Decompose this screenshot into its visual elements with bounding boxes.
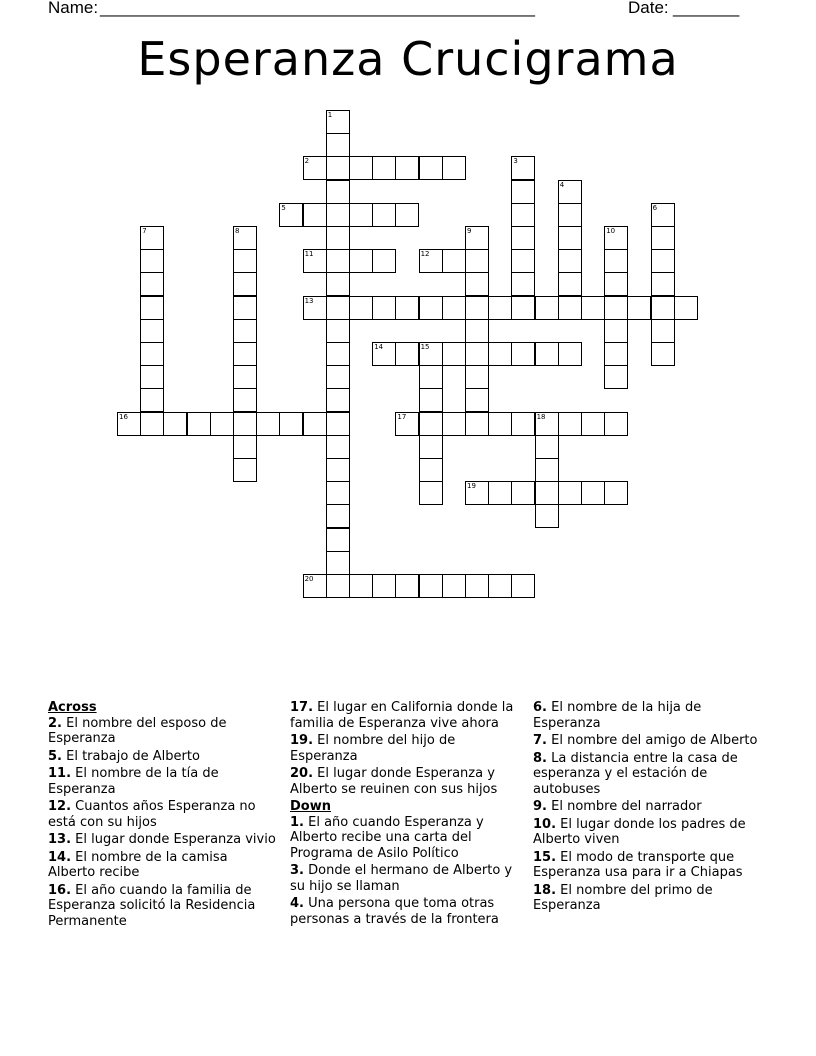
crossword-cell[interactable] [349, 249, 373, 273]
clue-number: 13. [48, 832, 72, 847]
crossword-cell[interactable] [233, 365, 257, 389]
crossword-cell[interactable] [233, 458, 257, 482]
clue-item [48, 716, 278, 747]
crossword-cell[interactable] [326, 156, 350, 180]
clue-column-2 [290, 700, 520, 929]
crossword-cell[interactable] [233, 226, 257, 250]
crossword-cell[interactable] [604, 342, 628, 366]
clue-item [533, 751, 763, 798]
crossword-cell[interactable] [465, 249, 489, 273]
crossword-cell[interactable] [419, 481, 443, 505]
clue-item [533, 799, 763, 815]
crossword-cell[interactable] [581, 481, 605, 505]
clue-text: El trabajo de Alberto [61, 748, 200, 764]
clue-number: 20 [304, 575, 314, 583]
clue-number: 2 [304, 157, 310, 166]
crossword-cell[interactable] [326, 551, 350, 575]
clue-number: 20. [290, 766, 314, 781]
clue-number: 15 [420, 343, 430, 351]
crossword-cell[interactable] [233, 272, 257, 296]
clue-item [48, 749, 278, 765]
crossword-cell[interactable] [163, 412, 187, 436]
crossword-cell[interactable] [511, 296, 535, 320]
clue-number: 4. [290, 896, 304, 911]
crossword-cell[interactable] [395, 412, 419, 436]
clue-number: 16. [48, 882, 72, 898]
crossword-cell[interactable] [140, 388, 164, 412]
crossword-cell[interactable] [558, 249, 582, 273]
crossword-cell[interactable] [140, 412, 164, 436]
crossword-cell[interactable] [442, 342, 466, 366]
crossword-cell[interactable] [326, 133, 350, 157]
crossword-cell[interactable] [651, 203, 675, 227]
clue-column-1 [48, 700, 278, 931]
crossword-cell[interactable] [442, 249, 466, 273]
clue-text: El lugar donde Esperanza y Alberto se reuinen con sus hijos [290, 766, 498, 797]
crossword-cell[interactable] [488, 481, 512, 505]
crossword-cell[interactable] [535, 342, 559, 366]
clue-number: 18. [533, 882, 557, 898]
clue-number: 18 [536, 412, 546, 421]
crossword-cell[interactable] [279, 203, 303, 227]
crossword-cell[interactable] [233, 342, 257, 366]
crossword-cell[interactable] [465, 388, 489, 412]
crossword-cell[interactable] [604, 481, 628, 505]
clue-text: El nombre del primo de Esperanza [533, 882, 713, 913]
crossword-cell[interactable] [349, 574, 373, 598]
clue-text: El lugar donde Esperanza vivio [71, 832, 276, 847]
crossword-cell[interactable] [233, 249, 257, 273]
crossword-cell[interactable] [442, 296, 466, 320]
clue-text: El nombre de la hija de Esperanza [533, 700, 702, 731]
date-field[interactable]: _______ [673, 0, 740, 17]
crossword-cell[interactable] [326, 272, 350, 296]
crossword-cell[interactable] [442, 412, 466, 436]
crossword-cell[interactable] [140, 319, 164, 343]
page-title: Esperanza Crucigrama [137, 32, 679, 86]
crossword-cell[interactable] [511, 249, 535, 273]
crossword-cell[interactable] [372, 156, 396, 180]
crossword-cell[interactable] [419, 458, 443, 482]
clue-item [290, 815, 520, 862]
clue-item [48, 832, 278, 848]
clue-number: 6 [652, 203, 658, 212]
crossword-cell[interactable] [651, 319, 675, 343]
crossword-cell[interactable] [511, 180, 535, 204]
crossword-cell[interactable] [395, 574, 419, 598]
clue-item [533, 817, 763, 848]
crossword-cell[interactable] [326, 296, 350, 320]
crossword-cell[interactable] [349, 296, 373, 320]
clue-item [290, 733, 520, 764]
clue-item [48, 766, 278, 797]
crossword-cell[interactable] [349, 156, 373, 180]
crossword-cell[interactable] [488, 342, 512, 366]
crossword-cell[interactable] [372, 574, 396, 598]
crossword-cell[interactable] [349, 203, 373, 227]
clue-item [533, 700, 763, 731]
clue-number: 1 [327, 111, 333, 119]
crossword-cell[interactable] [465, 272, 489, 296]
crossword-cell[interactable] [395, 342, 419, 366]
clue-item [290, 896, 520, 927]
clue-number: 10 [606, 227, 616, 235]
crossword-cell[interactable] [419, 249, 443, 273]
crossword-cell[interactable] [535, 504, 559, 528]
clue-number: 8. [533, 750, 547, 766]
clue-number: 13 [304, 296, 314, 305]
clue-text: Cuantos años Esperanza no está con su hijos [48, 799, 256, 830]
crossword-cell[interactable] [326, 528, 350, 552]
crossword-cell[interactable] [419, 156, 443, 180]
crossword-cell[interactable] [535, 481, 559, 505]
crossword-cell[interactable] [604, 272, 628, 296]
clue-text: El nombre de la tía de Esperanza [48, 766, 219, 797]
crossword-cell[interactable] [465, 412, 489, 436]
clue-item [533, 850, 763, 881]
clue-text: El lugar en California donde la familia de Esperanza vive ahora [290, 700, 514, 731]
crossword-cell[interactable] [604, 296, 628, 320]
clue-text: El año cuando la familia de Esperanza solicitó la Residencia Permanente [48, 882, 256, 929]
crossword-cell[interactable] [511, 226, 535, 250]
crossword-cell[interactable] [372, 342, 396, 366]
crossword-cell[interactable] [511, 342, 535, 366]
crossword-cell[interactable] [326, 388, 350, 412]
clue-item [290, 766, 520, 797]
crossword-cell[interactable] [419, 412, 443, 436]
crossword-cell[interactable] [558, 272, 582, 296]
crossword-cell[interactable] [395, 296, 419, 320]
crossword-cell[interactable] [558, 481, 582, 505]
crossword-cell[interactable] [511, 481, 535, 505]
crossword-cell[interactable] [303, 249, 327, 273]
crossword-cell[interactable] [535, 296, 559, 320]
clue-number: 17 [397, 412, 407, 421]
clue-number: 7. [533, 733, 547, 748]
crossword-cell[interactable] [581, 412, 605, 436]
crossword-cell[interactable] [326, 412, 350, 436]
crossword-cell[interactable] [326, 180, 350, 204]
crossword-cell[interactable] [419, 435, 443, 459]
clue-number: 9. [533, 799, 547, 814]
crossword-cell[interactable] [442, 574, 466, 598]
crossword-cell[interactable] [442, 156, 466, 180]
crossword-cell[interactable] [140, 296, 164, 320]
clue-number: 3. [290, 863, 304, 878]
clue-text: El nombre del narrador [546, 799, 702, 814]
clue-item [48, 850, 278, 881]
crossword-cell[interactable] [604, 365, 628, 389]
crossword-cell[interactable] [488, 412, 512, 436]
crossword-cell[interactable] [326, 365, 350, 389]
clue-number: 12. [48, 799, 72, 814]
clue-number: 12 [420, 250, 430, 259]
crossword-cell[interactable] [535, 435, 559, 459]
clue-text: El nombre del esposo de Esperanza [48, 715, 227, 746]
crossword-cell[interactable] [279, 412, 303, 436]
crossword-cell[interactable] [604, 249, 628, 273]
crossword-cell[interactable] [465, 226, 489, 250]
crossword-cell[interactable] [372, 249, 396, 273]
clue-number: 19 [467, 482, 476, 491]
crossword-cell[interactable] [465, 481, 489, 505]
crossword-cell[interactable] [210, 412, 234, 436]
clue-text: La distancia entre la casa de esperanza y el estación de autobuses [533, 750, 738, 797]
crossword-cell[interactable] [558, 296, 582, 320]
crossword-cell[interactable] [651, 296, 675, 320]
crossword-cell[interactable] [326, 249, 350, 273]
clue-item [48, 883, 278, 930]
crossword-cell[interactable] [511, 574, 535, 598]
crossword-cell[interactable] [558, 226, 582, 250]
crossword-cell[interactable] [651, 249, 675, 273]
clue-number: 4 [559, 180, 565, 189]
clue-number: 14 [374, 343, 384, 351]
crossword-cell[interactable] [535, 458, 559, 482]
clue-number: 2. [48, 715, 62, 731]
crossword-cell[interactable] [326, 481, 350, 505]
clue-number: 14. [48, 849, 72, 865]
crossword-cell[interactable] [511, 412, 535, 436]
name-label: Name: [48, 0, 99, 17]
crossword-cell[interactable] [604, 319, 628, 343]
crossword-cell[interactable] [604, 226, 628, 250]
crossword-cell[interactable] [419, 388, 443, 412]
crossword-cell[interactable] [303, 412, 327, 436]
crossword-cell[interactable] [233, 319, 257, 343]
crossword-cell[interactable] [511, 203, 535, 227]
crossword-cell[interactable] [372, 296, 396, 320]
crossword-cell[interactable] [372, 203, 396, 227]
crossword-cell[interactable] [465, 574, 489, 598]
crossword-cell[interactable] [419, 365, 443, 389]
clue-item [533, 883, 763, 914]
crossword-cell[interactable] [326, 226, 350, 250]
clue-number: 19. [290, 733, 314, 748]
crossword-cell[interactable] [140, 226, 164, 250]
clue-text: El nombre de la camisa Alberto recibe [48, 849, 228, 880]
crossword-cell[interactable] [465, 365, 489, 389]
clue-number: 5. [48, 748, 62, 764]
crossword-cell[interactable] [604, 412, 628, 436]
crossword-cell[interactable] [419, 296, 443, 320]
crossword-cell[interactable] [303, 296, 327, 320]
crossword-cell[interactable] [395, 203, 419, 227]
clue-number: 10. [533, 816, 557, 832]
crossword-cell[interactable] [674, 296, 698, 320]
clue-number: 8 [235, 227, 240, 235]
clue-number: 15. [533, 849, 557, 865]
clue-text: El nombre del amigo de Alberto [546, 733, 758, 748]
crossword-cell[interactable] [187, 412, 211, 436]
clue-item [533, 733, 763, 749]
crossword-cell[interactable] [465, 342, 489, 366]
date-label: Date: [628, 0, 669, 17]
crossword-cell[interactable] [419, 574, 443, 598]
crossword-cell[interactable] [326, 110, 350, 134]
clue-number: 6. [533, 700, 547, 715]
crossword-cell[interactable] [233, 412, 257, 436]
crossword-cell[interactable] [256, 412, 280, 436]
clue-text: El año cuando Esperanza y Alberto recibe una carta del Programa de Asilo Político [290, 814, 484, 861]
clue-text: Donde el hermano de Alberto y su hijo se llaman [290, 863, 513, 894]
crossword-cell[interactable] [558, 412, 582, 436]
crossword-cell[interactable] [511, 156, 535, 180]
clue-number: 9 [467, 227, 472, 235]
clue-number: 11 [304, 250, 314, 259]
clue-number: 16 [119, 412, 128, 421]
crossword-cell[interactable] [326, 504, 350, 528]
clue-text: El modo de transporte que Esperanza usa para ir a Chiapas [533, 849, 743, 880]
crossword-cell[interactable] [303, 574, 327, 598]
clue-item [48, 799, 278, 830]
crossword-cell[interactable] [558, 342, 582, 366]
crossword-cell[interactable] [117, 412, 141, 436]
down-heading: Down [290, 799, 331, 814]
crossword-cell[interactable] [581, 296, 605, 320]
crossword-cell[interactable] [233, 435, 257, 459]
crossword-cell[interactable] [326, 435, 350, 459]
clue-text: El lugar donde los padres de Alberto viven [533, 816, 746, 847]
clue-column-3 [533, 700, 763, 916]
crossword-cell[interactable] [395, 156, 419, 180]
crossword-cell[interactable] [488, 574, 512, 598]
crossword-cell[interactable] [326, 458, 350, 482]
crossword-cell[interactable] [233, 388, 257, 412]
crossword-cell[interactable] [140, 272, 164, 296]
crossword-cell[interactable] [651, 342, 675, 366]
clue-number: 7 [142, 227, 147, 235]
crossword-cell[interactable] [558, 203, 582, 227]
crossword-cell[interactable] [627, 296, 651, 320]
crossword-cell[interactable] [511, 272, 535, 296]
crossword-cell[interactable] [233, 296, 257, 320]
crossword-cell[interactable] [465, 296, 489, 320]
crossword-cell[interactable] [326, 319, 350, 343]
crossword-cell[interactable] [303, 203, 327, 227]
crossword-cell[interactable] [326, 574, 350, 598]
crossword-cell[interactable] [651, 272, 675, 296]
crossword-cell[interactable] [488, 296, 512, 320]
clue-item [290, 700, 520, 731]
crossword-cell[interactable] [535, 412, 559, 436]
crossword-cell[interactable] [140, 249, 164, 273]
crossword-cell[interactable] [419, 342, 443, 366]
crossword-cell[interactable] [465, 319, 489, 343]
name-field[interactable]: ______________________________________________ [100, 0, 535, 17]
clue-text: Una persona que toma otras personas a través de la frontera [290, 896, 499, 927]
crossword-cell[interactable] [326, 342, 350, 366]
clue-text: El nombre del hijo de Esperanza [290, 733, 456, 764]
crossword-cell[interactable] [140, 365, 164, 389]
crossword-cell[interactable] [558, 180, 582, 204]
clue-number: 3 [513, 157, 518, 166]
crossword-cell[interactable] [326, 203, 350, 227]
crossword-cell[interactable] [140, 342, 164, 366]
across-heading: Across [48, 700, 97, 715]
clue-number: 11. [48, 766, 72, 781]
crossword-cell[interactable] [651, 226, 675, 250]
clue-number: 17. [290, 700, 314, 715]
clue-item [290, 863, 520, 894]
crossword-cell[interactable] [303, 156, 327, 180]
clue-number: 1. [290, 814, 304, 830]
clue-number: 5 [281, 203, 286, 212]
